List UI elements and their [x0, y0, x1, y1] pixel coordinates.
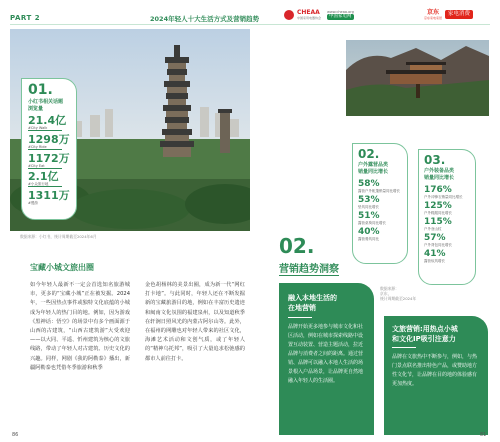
camping-sales-card [352, 143, 408, 264]
left-column-text-2: 金色胡杨林的美景出圈，成为新一代“网红打卡地”。与此同时，年轻人还在不断发掘新的宝藏旅游目的地，例如在丰富历史遗迹和闽南文化氛围的福建泉州，以及知道秋季在轩涧日照风光的内蒙古阿尔山等。此外，在福州的网雕也对年轻人带来的社区文化，海滩艺术活动和文创气质，或了年轻人的“精神乌托邦”，吸引了大量追求松弛感的都市人前往打卡。 [145, 282, 245, 362]
header-logos [284, 10, 354, 20]
stat-list [424, 186, 472, 263]
card-title [28, 99, 63, 113]
stat-value: 51% [358, 211, 380, 221]
jd-logo-sub: 京东家电家居 [424, 16, 443, 20]
stat-value: 1172万 [28, 151, 70, 165]
cheaa-logo-icon [284, 10, 294, 20]
section-underline [279, 275, 339, 276]
caption-line: 数据来源： [380, 286, 399, 291]
outdoor-gear-card [418, 149, 476, 285]
media-logo: 中国家电网 [327, 14, 354, 20]
stat-label: 露营餐具同比 [358, 237, 379, 241]
report-title: 2024年轻人十大生活方式及营销趋势 [150, 15, 260, 23]
stat-list [28, 115, 72, 205]
stat-label: #City Ride [28, 144, 47, 149]
left-photo-caption: 数据来源：小红书，统计周期截至2024年6月 [20, 234, 97, 239]
stat-value: 125% [424, 201, 452, 211]
stat-value: 58% [358, 179, 380, 189]
card-number: 01. [28, 82, 53, 98]
box-text: 品牌开始更多地参与城市文化和社区活动，例如在城市探索线路中设置互动装置、营造主题活动，拉近品牌与消费者之间的距离。通过营销、品牌可以融入本地人生活的场景根入户品场景，让品牌更自然地融入年轻人的生活圈。 [288, 324, 364, 384]
cheaa-url: www.cheaa.org [327, 10, 354, 14]
section-number: 02. [279, 234, 315, 258]
stat-label: 露营桌椅同比增长 [358, 221, 386, 225]
stat-value: 40% [358, 227, 380, 237]
card-title-line-2: 浏览量 [28, 106, 44, 112]
page-number-right: 81 [480, 432, 487, 438]
stat-value: 115% [424, 217, 452, 227]
stat-label: 户外鞋服同比增长 [424, 211, 452, 215]
left-section-title: 宝藏小城文旅出圈 [30, 263, 94, 272]
stat-value: 57% [424, 233, 446, 243]
stat-label: #小众旅行地 [28, 182, 49, 187]
stat-label: 露营户外帐篷销量同比增长 [358, 189, 400, 193]
card-number: 03. [424, 153, 446, 167]
box-divider [392, 347, 416, 348]
cliff-temple-photo [346, 40, 489, 116]
stat-value: 2.1亿 [28, 170, 59, 184]
stat-list [358, 180, 404, 241]
stat-label: 户外背包同比增长 [424, 243, 452, 247]
stat-label: 露营炊具增长 [424, 259, 445, 263]
cheaa-logo-sub: 中国家用电器协会 [297, 16, 322, 20]
stat-value: 53% [358, 195, 380, 205]
header-divider [10, 24, 490, 25]
box-divider [288, 317, 312, 318]
jd-logos [424, 9, 473, 20]
card-title [358, 162, 388, 176]
left-column-text-1: 如今年轻人最新不一定会首选知名旅游城市，更多的“宝藏小城”正在被发掘。2024年，一些因热点事件或独特文化底蕴的小城成为年轻人的热门目的地。例如，因为游戏《黑神话：悟空》的场景中有多个画面源于山西的古建筑，“山西古建筑游”大受欢迎——以大同、平遥、忻州建筑为核心的文旅线路，带动了年轻人对古建筑、历史文化的兴趣。同样，网剧《我的阿勒泰》播出，新疆阿勒泰也凭借冬季旅游和秋季 [30, 282, 130, 371]
box-text: 品牌在文旅热中不断参与，例如，与热门景点联名推出特色产品，或赞助地方性文化节，让品牌在目的地的体验感有更加热度。 [392, 354, 478, 387]
box-title-line-1: 融入本地生活的 [288, 294, 337, 302]
stat-value: 176% [424, 185, 452, 195]
culture-ip-box [384, 316, 488, 435]
stat-divider [28, 149, 62, 150]
stat-value: 1298万 [28, 132, 70, 146]
stat-divider [28, 130, 62, 131]
stat-label: #City Eat [28, 163, 45, 168]
box-title [392, 324, 458, 344]
local-marketing-box [279, 283, 374, 435]
page-number-left: 86 [12, 432, 19, 438]
stat-label: 户外冲锋衣销量同比增长 [424, 195, 463, 199]
box-title-line-2: 在地营销 [288, 304, 316, 312]
stat-label: #City Walk [28, 126, 48, 130]
stat-value: 1311万 [28, 189, 70, 203]
card-title-line-1: 户外露营品类 [358, 162, 389, 168]
part-label: PART 2 [10, 14, 41, 22]
stat-divider [28, 186, 62, 187]
right-photo-caption [380, 286, 416, 301]
jd-logo: 京东 [427, 9, 440, 16]
card-number: 02. [358, 147, 380, 161]
box-title-line-2: 和文化IP吸引注意力 [392, 335, 456, 343]
stat-value: 41% [424, 249, 446, 259]
stat-label: 垫具同比增长 [358, 205, 379, 209]
topic-views-card [21, 78, 77, 220]
card-title-line-2: 销量同比增长 [424, 175, 455, 181]
card-title-line-1: 户外装备品类 [424, 168, 455, 174]
caption-line: 京东， [380, 291, 392, 296]
box-title [288, 293, 337, 313]
caption-line: 统计周期截至2024年 [380, 296, 417, 301]
stat-divider [28, 168, 62, 169]
card-title-line-2: 销量同比增长 [358, 169, 389, 175]
stat-value: 21.4亿 [28, 114, 67, 127]
box-title-line-1: 文旅营销:用热点小城 [392, 325, 458, 333]
red-logo: 家电消费 [445, 10, 473, 19]
card-title [424, 168, 454, 182]
cheaa-logo-text: CHEAA [297, 9, 320, 16]
section-title: 营销趋势洞察 [279, 264, 339, 275]
stat-label: #慢游 [28, 201, 38, 206]
card-title-line-1: 小红书相关话题 [28, 99, 64, 105]
stat-label: 户外登山杖 [424, 227, 442, 231]
